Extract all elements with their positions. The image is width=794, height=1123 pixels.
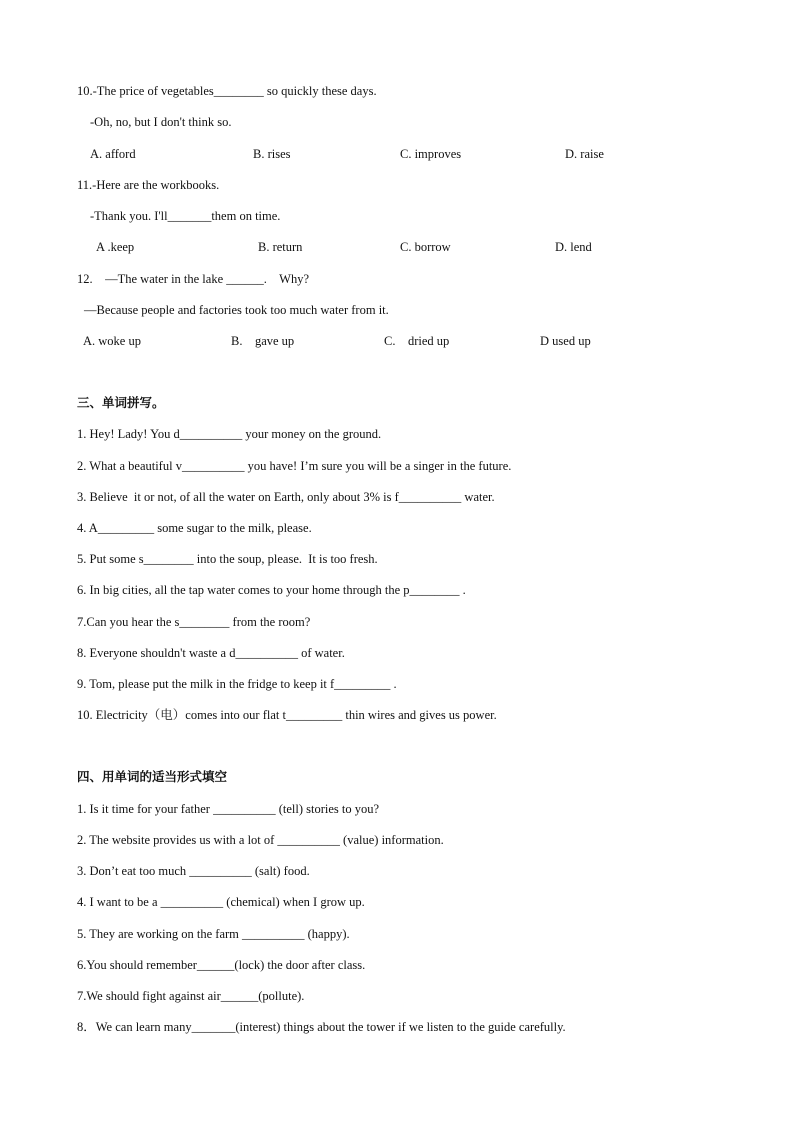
question-10-option-a: A. afford: [90, 147, 136, 161]
wordform-section-heading: 四、用单词的适当形式填空: [77, 769, 228, 784]
wordform-item-3: 3. Don’t eat too much __________ (salt) food.: [77, 864, 310, 878]
spelling-item-4: 4. A_________ some sugar to the milk, please.: [77, 521, 312, 535]
question-12-reply: —Because people and factories took too much water from it.: [84, 303, 389, 317]
spelling-item-5: 5. Put some s________ into the soup, please. It is too fresh.: [77, 552, 378, 566]
question-11-option-c: C. borrow: [400, 240, 451, 254]
wordform-item-6: 6.You should remember______(lock) the door after class.: [77, 958, 366, 972]
question-11-option-a: A .keep: [96, 240, 135, 254]
question-10-prompt: 10.-The price of vegetables________ so quickly these days.: [77, 84, 377, 98]
question-10-option-d: D. raise: [565, 147, 604, 161]
wordform-item-8: 8．We can learn many_______(interest) things about the tower if we listen to the guide carefully.: [77, 1020, 566, 1034]
wordform-item-7: 7.We should fight against air______(pollute).: [77, 989, 305, 1003]
question-11-option-d: D. lend: [555, 240, 592, 254]
spelling-item-6: 6. In big cities, all the tap water comes to your home through the p________ .: [77, 583, 466, 597]
question-11-option-b: B. return: [258, 240, 303, 254]
question-11-prompt: 11.-Here are the workbooks.: [77, 178, 220, 192]
wordform-item-4: 4. I want to be a __________ (chemical) when I grow up.: [77, 895, 365, 909]
wordform-item-5: 5. They are working on the farm __________ (happy).: [77, 927, 350, 941]
spelling-item-7: 7.Can you hear the s________ from the room?: [77, 615, 311, 629]
spelling-item-8: 8. Everyone shouldn't waste a d__________ of water.: [77, 646, 345, 660]
question-12-option-a: A. woke up: [83, 334, 141, 348]
question-10-option-b: B. rises: [253, 147, 291, 161]
spelling-item-2: 2. What a beautiful v__________ you have! I’m sure you will be a singer in the future.: [77, 459, 512, 473]
question-12-option-b: B. gave up: [231, 334, 295, 348]
spelling-item-1: 1. Hey! Lady! You d__________ your money on the ground.: [77, 427, 382, 441]
wordform-item-2: 2. The website provides us with a lot of __________ (value) information.: [77, 833, 444, 847]
spelling-section-heading: 三、单词拼写。: [77, 395, 165, 410]
spelling-item-9: 9. Tom, please put the milk in the fridge to keep it f_________ .: [77, 677, 397, 691]
question-10-option-c: C. improves: [400, 147, 462, 161]
spelling-item-3: 3. Believe it or not, of all the water on Earth, only about 3% is f__________ water.: [77, 490, 495, 504]
question-12-prompt: 12. —The water in the lake ______. Why?: [77, 272, 310, 286]
question-12-option-c: C. dried up: [384, 334, 450, 348]
question-12-option-d: D used up: [540, 334, 591, 348]
wordform-item-1: 1. Is it time for your father __________ (tell) stories to you?: [77, 802, 380, 816]
spelling-item-10: 10. Electricity（电）comes into our flat t_________ thin wires and gives us power.: [77, 708, 497, 722]
question-11-reply: -Thank you. I'll_______them on time.: [90, 209, 281, 223]
question-10-reply: -Oh, no, but I don't think so.: [90, 115, 232, 129]
